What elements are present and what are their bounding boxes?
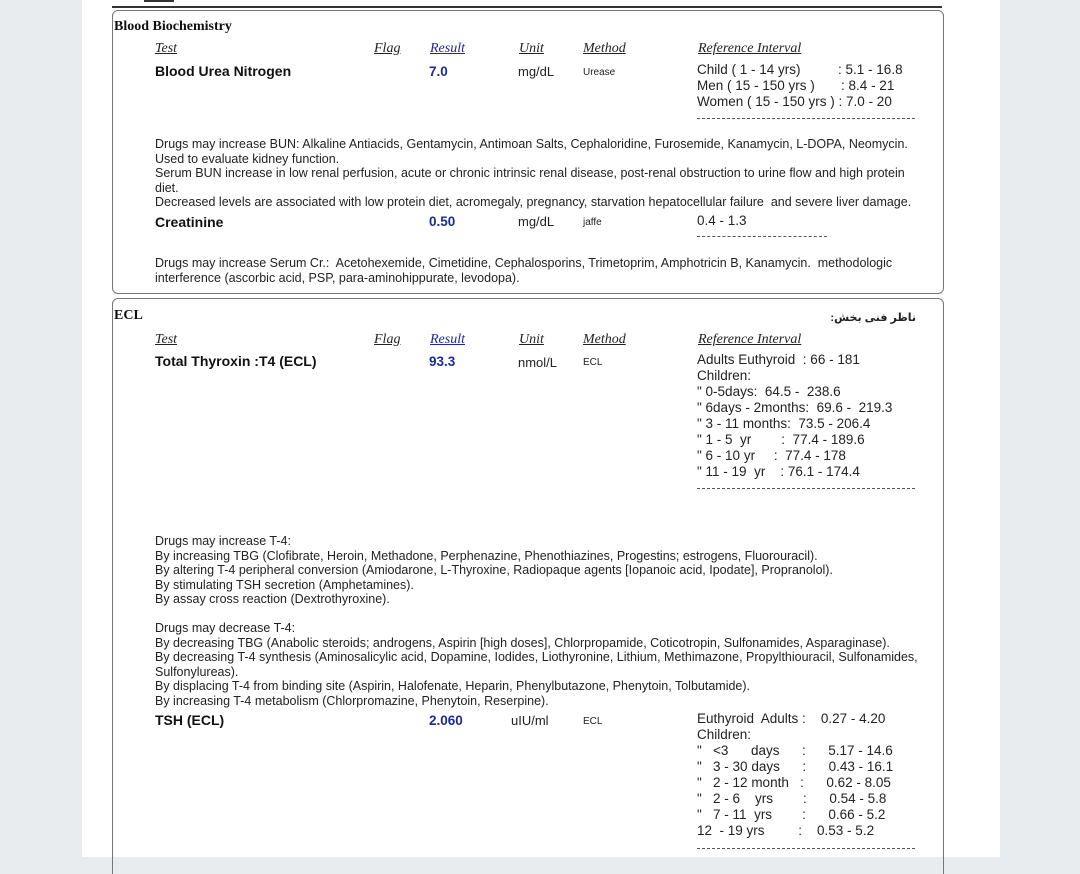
technical-supervisor-label: ناظر فنی بخش: <box>830 312 916 324</box>
ecl-header-test: Test <box>155 332 178 347</box>
header-reference: Reference Interval <box>698 41 802 56</box>
tsh-method: ECL <box>583 716 603 727</box>
t4-notes-decrease: Drugs may decrease T-4: By decreasing TBG (Anabolic steroids; androgens, Aspirin [high doses], Chlorpropamide, Coticotropin, Sulfonamides, Asparaginase). By decreasing T-4 synthesis (Aminosalicylic acid, Dopamine, Iodides, Liothyronine, Lithium, Methimazone, Propylthiouracil, Sulfonamides, Sulfonylureas). By displacing T-4 from binding site (Aspirin, Halofenate, Heparin, Phenylbutazone, Phenytoin, Tolbutamide). By increasing T-4 metabolism (Chlorpromazine, Phenytoin, Reserpine). <box>155 621 918 708</box>
ecl-header-result: Result <box>430 332 465 347</box>
creatinine-divider <box>697 236 827 237</box>
tsh-unit: uIU/ml <box>511 713 549 728</box>
report-page <box>82 0 1000 857</box>
t4-divider <box>697 488 915 489</box>
bun-unit: mg/dL <box>518 64 555 79</box>
creatinine-notes: Drugs may increase Serum Cr.: Acetohexemide, Cimetidine, Cephalosporins, Trimetoprim, Amphotricin B, Kanamycin. methodologic interference (ascorbic acid, PSP, para-aminohippurate, levodopa). <box>155 256 893 285</box>
t4-unit: nmol/L <box>518 355 558 370</box>
ecl-section-title: ECL <box>114 308 143 323</box>
bun-divider <box>697 118 915 119</box>
header-test: Test <box>155 41 178 56</box>
ecl-header-unit: Unit <box>519 332 544 347</box>
tsh-test-name: TSH (ECL) <box>155 712 225 728</box>
t4-reference: Adults Euthyroid : 66 - 181 Children: " 0-5days: 64.5 - 238.6 " 6days - 2months: 69.6 - 219.3 " 3 - 11 months: 73.5 - 206.4 " 1 - 5 yr : 77.4 - 189.6 " 6 - 10 yr : 77.4 - 178 " 11 - 19 yr : 76.1 - 174.4 <box>697 352 893 479</box>
ecl-header-method: Method <box>583 332 626 347</box>
creatinine-result: 0.50 <box>429 214 456 229</box>
bun-test-name: Blood Urea Nitrogen <box>155 63 292 79</box>
ecl-header-reference: Reference Interval <box>698 332 802 347</box>
bun-method: Urease <box>583 67 616 78</box>
header-method: Method <box>583 41 626 56</box>
t4-result: 93.3 <box>429 354 456 369</box>
creatinine-reference: 0.4 - 1.3 <box>697 213 747 228</box>
creatinine-method: jaffe <box>583 217 602 228</box>
tsh-reference: Euthyroid Adults : 0.27 - 4.20 Children: " <3 days : 5.17 - 14.6 " 3 - 30 days : 0.43 - 16.1 " 2 - 12 month : 0.62 - 8.05 " 2 - 6 yrs : 0.54 - 5.8 " 7 - 11 yrs : 0.66 - 5.2 12 - 19 yrs : 0.53 - 5.2 <box>697 711 894 838</box>
ecl-header-flag: Flag <box>374 332 401 347</box>
top-rule <box>112 0 942 8</box>
header-flag: Flag <box>374 41 401 56</box>
creatinine-unit: mg/dL <box>518 214 555 229</box>
tsh-result: 2.060 <box>429 713 463 728</box>
header-unit: Unit <box>519 41 544 56</box>
bun-notes: Drugs may increase BUN: Alkaline Antiacids, Gentamycin, Antimoan Salts, Cephaloridine, Furosemide, Kanamycin, L-DOPA, Neomycin. Used to evaluate kidney function. Serum BUN increase in low renal perfusion, acute or chronic intrinsic renal disease, post-renal obstruction to urine flow and high protein diet. Decreased levels are associated with low protein diet, acromegaly, pregnancy, starvation hepatocellular failure and severe liver damage. <box>155 137 912 210</box>
t4-method: ECL <box>583 357 603 368</box>
tsh-divider <box>697 848 915 849</box>
creatinine-test-name: Creatinine <box>155 214 224 230</box>
biochem-section-title: Blood Biochemistry <box>114 19 232 34</box>
top-mark <box>144 0 174 2</box>
t4-test-name: Total Thyroxin :T4 (ECL) <box>155 353 317 369</box>
t4-notes-increase: Drugs may increase T-4: By increasing TBG (Clofibrate, Heroin, Methadone, Perphenazine, Phenothiazines, Progestins; estrogens, Fluorouracil). By altering T-4 peripheral conversion (Amiodarone, L-Thyroxine, Radiopaque agents [Iopanoic acid, Ipodate], Propranolol). By stimulating TSH secretion (Amphetamines). By assay cross reaction (Dextrothyroxine). <box>155 534 833 607</box>
bun-result: 7.0 <box>429 64 448 79</box>
header-result: Result <box>430 41 465 56</box>
bun-reference: Child ( 1 - 14 yrs) : 5.1 - 16.8 Men ( 15 - 150 yrs ) : 8.4 - 21 Women ( 15 - 150 yrs ) : 7.0 - 20 <box>697 62 903 109</box>
